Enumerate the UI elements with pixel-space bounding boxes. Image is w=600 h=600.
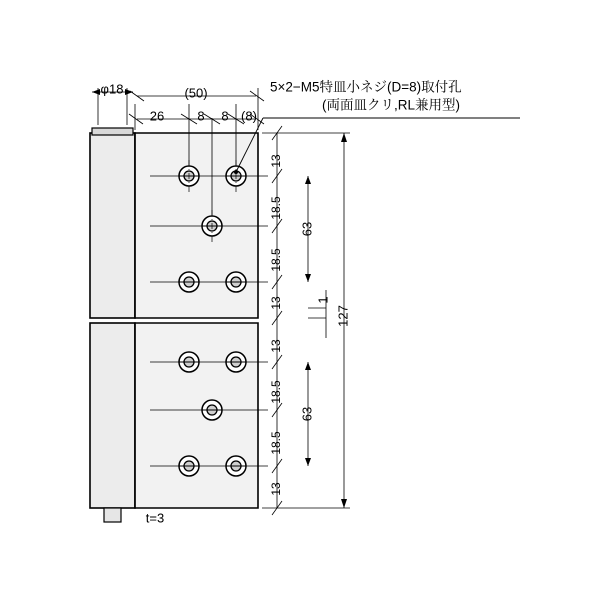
- label-dim-8c: (8): [241, 108, 257, 124]
- label-right-63-lower: 63: [299, 406, 315, 422]
- note-line-1: 5×2−M5特皿小ネジ(D=8)取付孔: [270, 79, 462, 95]
- label-dim-26: 26: [149, 108, 165, 124]
- label-right-63-upper: 63: [299, 221, 315, 237]
- hinge-pin-stub: [104, 508, 121, 522]
- label-right-13b: 13: [269, 296, 284, 310]
- knuckle-lower: [90, 323, 135, 508]
- label-overall-width: (50): [184, 85, 208, 101]
- label-right-13d: 13: [269, 482, 284, 496]
- label-dim-8b: 8: [221, 108, 229, 124]
- label-gap-1: 1: [315, 296, 331, 304]
- label-dim-8a: 8: [197, 108, 205, 124]
- label-overall-height: 127: [335, 305, 351, 327]
- label-right-13c: 13: [269, 339, 284, 353]
- label-right-185c: 18.5: [269, 380, 284, 404]
- label-pin-diameter: φ18: [100, 81, 124, 97]
- label-right-185b: 18.5: [269, 248, 284, 272]
- label-right-185a: 18.5: [269, 196, 284, 220]
- knuckle-top-cap: [92, 128, 133, 135]
- label-thickness: t=3: [145, 510, 165, 526]
- label-right-185d: 18.5: [269, 431, 284, 455]
- leaf-plate-lower: [135, 323, 258, 508]
- label-right-13a: 13: [269, 154, 284, 168]
- knuckle-upper: [90, 133, 135, 318]
- note-line-2: (両面皿クリ,RL兼用型): [322, 97, 460, 113]
